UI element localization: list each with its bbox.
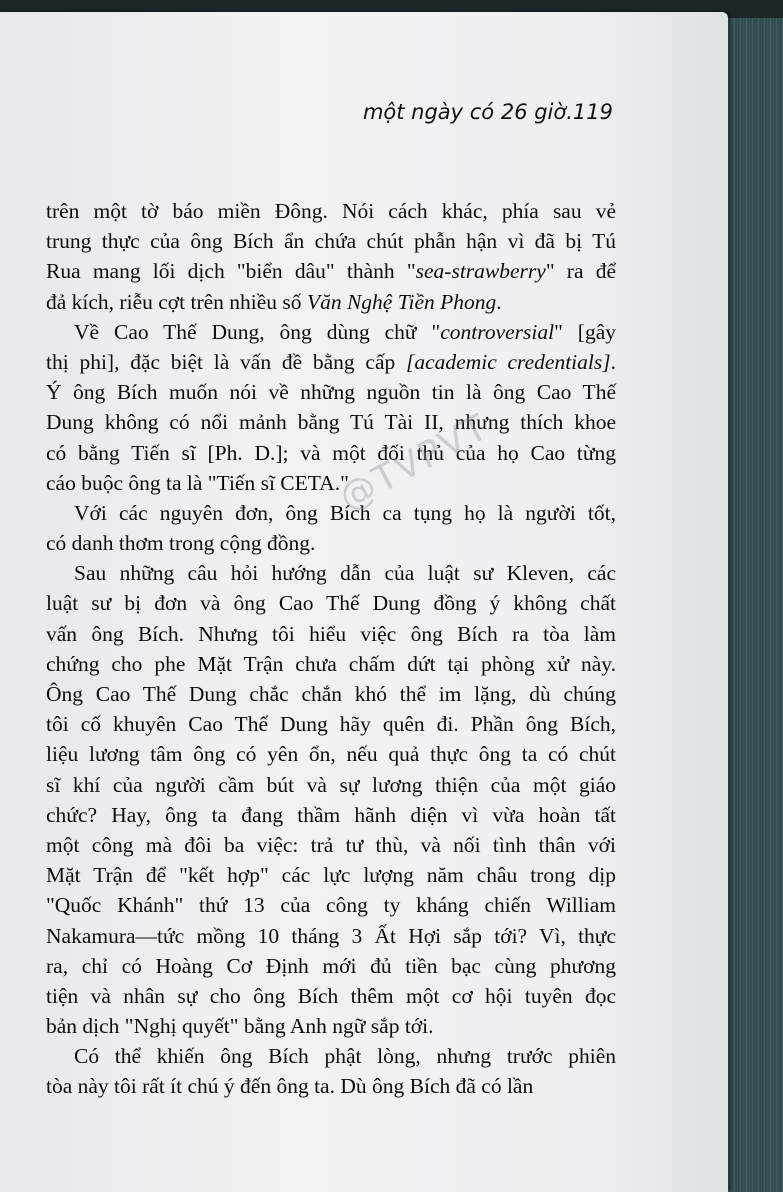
italic-text: Văn Nghệ Tiền Phong — [306, 289, 497, 314]
text-run: Dung không có nổi mảnh bằng Tú Tài II, nhưng thích khoe — [46, 410, 616, 435]
text-run: Có thể khiến ông Bích phật lòng, nhưng trước phiên — [74, 1044, 616, 1069]
text-line — [46, 588, 616, 618]
text-line — [46, 317, 616, 347]
text-run: chức? Hay, ông ta đang thầm hãnh diện vì vừa hoàn tất — [46, 802, 616, 827]
text-run: Với các nguyên đơn, ông Bích ca tụng họ là người tốt, — [74, 500, 616, 525]
text-line — [46, 709, 616, 739]
text-run: luật sư bị đơn và ông Cao Thế Dung đồng ý không chất — [46, 591, 616, 616]
text-line — [46, 528, 616, 558]
text-line — [46, 377, 616, 407]
text-line — [46, 981, 616, 1011]
text-run: cáo buộc ông ta là "Tiến sĩ CETA." — [46, 470, 349, 495]
text-run: " ra để — [545, 259, 616, 284]
text-run: tiện và nhân sự cho ông Bích thêm một cơ hội tuyên đọc — [46, 983, 616, 1008]
text-line — [46, 438, 616, 468]
text-line — [46, 679, 616, 709]
text-line — [46, 800, 616, 830]
paragraph — [46, 498, 616, 558]
text-run: thị phi], đặc biệt là vấn đề bằng cấp — [46, 349, 407, 374]
text-line — [46, 860, 616, 890]
text-run: tòa này tôi rất ít chú ý đến ông ta. Dù ông Bích đã có lần — [46, 1074, 534, 1099]
text-run: liệu lương tâm ông có yên ổn, nếu quả thực ông ta có chút — [46, 742, 616, 767]
text-run: Ông Cao Thế Dung chắc chắn khó thể im lặng, dù chúng — [46, 682, 616, 706]
text-line — [46, 951, 616, 981]
text-run: Về Cao Thế Dung, ông dùng chữ " — [74, 319, 441, 344]
text-line — [46, 1041, 616, 1071]
text-line — [46, 739, 616, 769]
text-run: tôi cố khuyên Cao Thế Dung hãy quên đi. Phần ông Bích, — [46, 712, 616, 737]
text-run: bản dịch "Nghị quyết" bằng Anh ngữ sắp tới. — [46, 1014, 434, 1039]
text-line — [46, 287, 616, 317]
paragraph — [46, 317, 616, 498]
text-line — [46, 770, 616, 800]
text-line — [46, 498, 616, 528]
text-line — [46, 407, 616, 437]
text-run: trên một tờ báo miền Đông. Nói cách khác, phía sau vẻ — [46, 199, 616, 223]
text-run: "Quốc Khánh" thứ 13 của công ty kháng chiến William — [46, 893, 616, 918]
text-run: có danh thơm trong cộng đồng. — [46, 531, 316, 556]
text-line — [46, 468, 616, 498]
text-line — [46, 890, 616, 920]
running-header: một ngày có 26 giờ.119 — [362, 100, 613, 124]
text-run: Sau những câu hỏi hướng dẫn của luật sư Kleven, các — [74, 561, 616, 586]
paragraph — [46, 558, 616, 1041]
text-line — [46, 256, 616, 286]
text-run: Mặt Trận để "kết hợp" các lực lượng năm châu trong dịp — [46, 863, 616, 888]
watermark: @TVPVT — [332, 406, 496, 519]
text-run: " [gây — [554, 319, 616, 344]
italic-text: sea-strawberry — [415, 259, 546, 284]
text-run: ra, chỉ có Hoàng Cơ Định mới đủ tiền bạc cùng phương — [46, 953, 616, 978]
text-run: có bằng Tiến sĩ [Ph. D.]; và một đối thủ của họ Cao từng — [46, 440, 616, 465]
text-run: . — [610, 349, 616, 374]
book-page — [0, 12, 728, 1192]
italic-text: controversial — [440, 319, 555, 344]
italic-text: [academic credentials] — [406, 349, 611, 374]
text-line — [46, 921, 616, 951]
text-line — [46, 1011, 616, 1041]
text-run: một công mà đôi ba việc: trả tư thù, và nối tình thân với — [46, 832, 616, 857]
text-line — [46, 649, 616, 679]
text-line — [46, 196, 616, 226]
text-line — [46, 619, 616, 649]
text-run: sĩ khí của người cầm bút và sự lương thiện của một giáo — [46, 772, 616, 797]
paragraph — [46, 1041, 616, 1101]
text-line — [46, 830, 616, 860]
text-run: trung thực của ông Bích ẩn chứa chút phẫn hận vì đã bị Tú — [46, 229, 616, 254]
text-run: chứng cho phe Mặt Trận chưa chấm dứt tại phòng xử này. — [46, 651, 616, 676]
body-text — [46, 196, 616, 1102]
text-run: . — [496, 289, 502, 314]
text-run: đả kích, riễu cợt trên nhiều số — [46, 289, 307, 314]
text-line — [46, 1071, 616, 1101]
text-line — [46, 558, 616, 588]
text-line — [46, 347, 616, 377]
text-run: Ý ông Bích muốn nói về những nguồn tin là ông Cao Thế — [46, 380, 616, 405]
text-line — [46, 226, 616, 256]
text-run: Rua mang lối dịch "biển dâu" thành " — [46, 259, 416, 284]
text-run: vấn ông Bích. Nhưng tôi hiểu việc ông Bích ra tòa làm — [46, 621, 616, 646]
text-run: Nakamura—tức mồng 10 tháng 3 Ất Hợi sắp tới? Vì, thực — [46, 923, 616, 948]
paragraph — [46, 196, 616, 317]
